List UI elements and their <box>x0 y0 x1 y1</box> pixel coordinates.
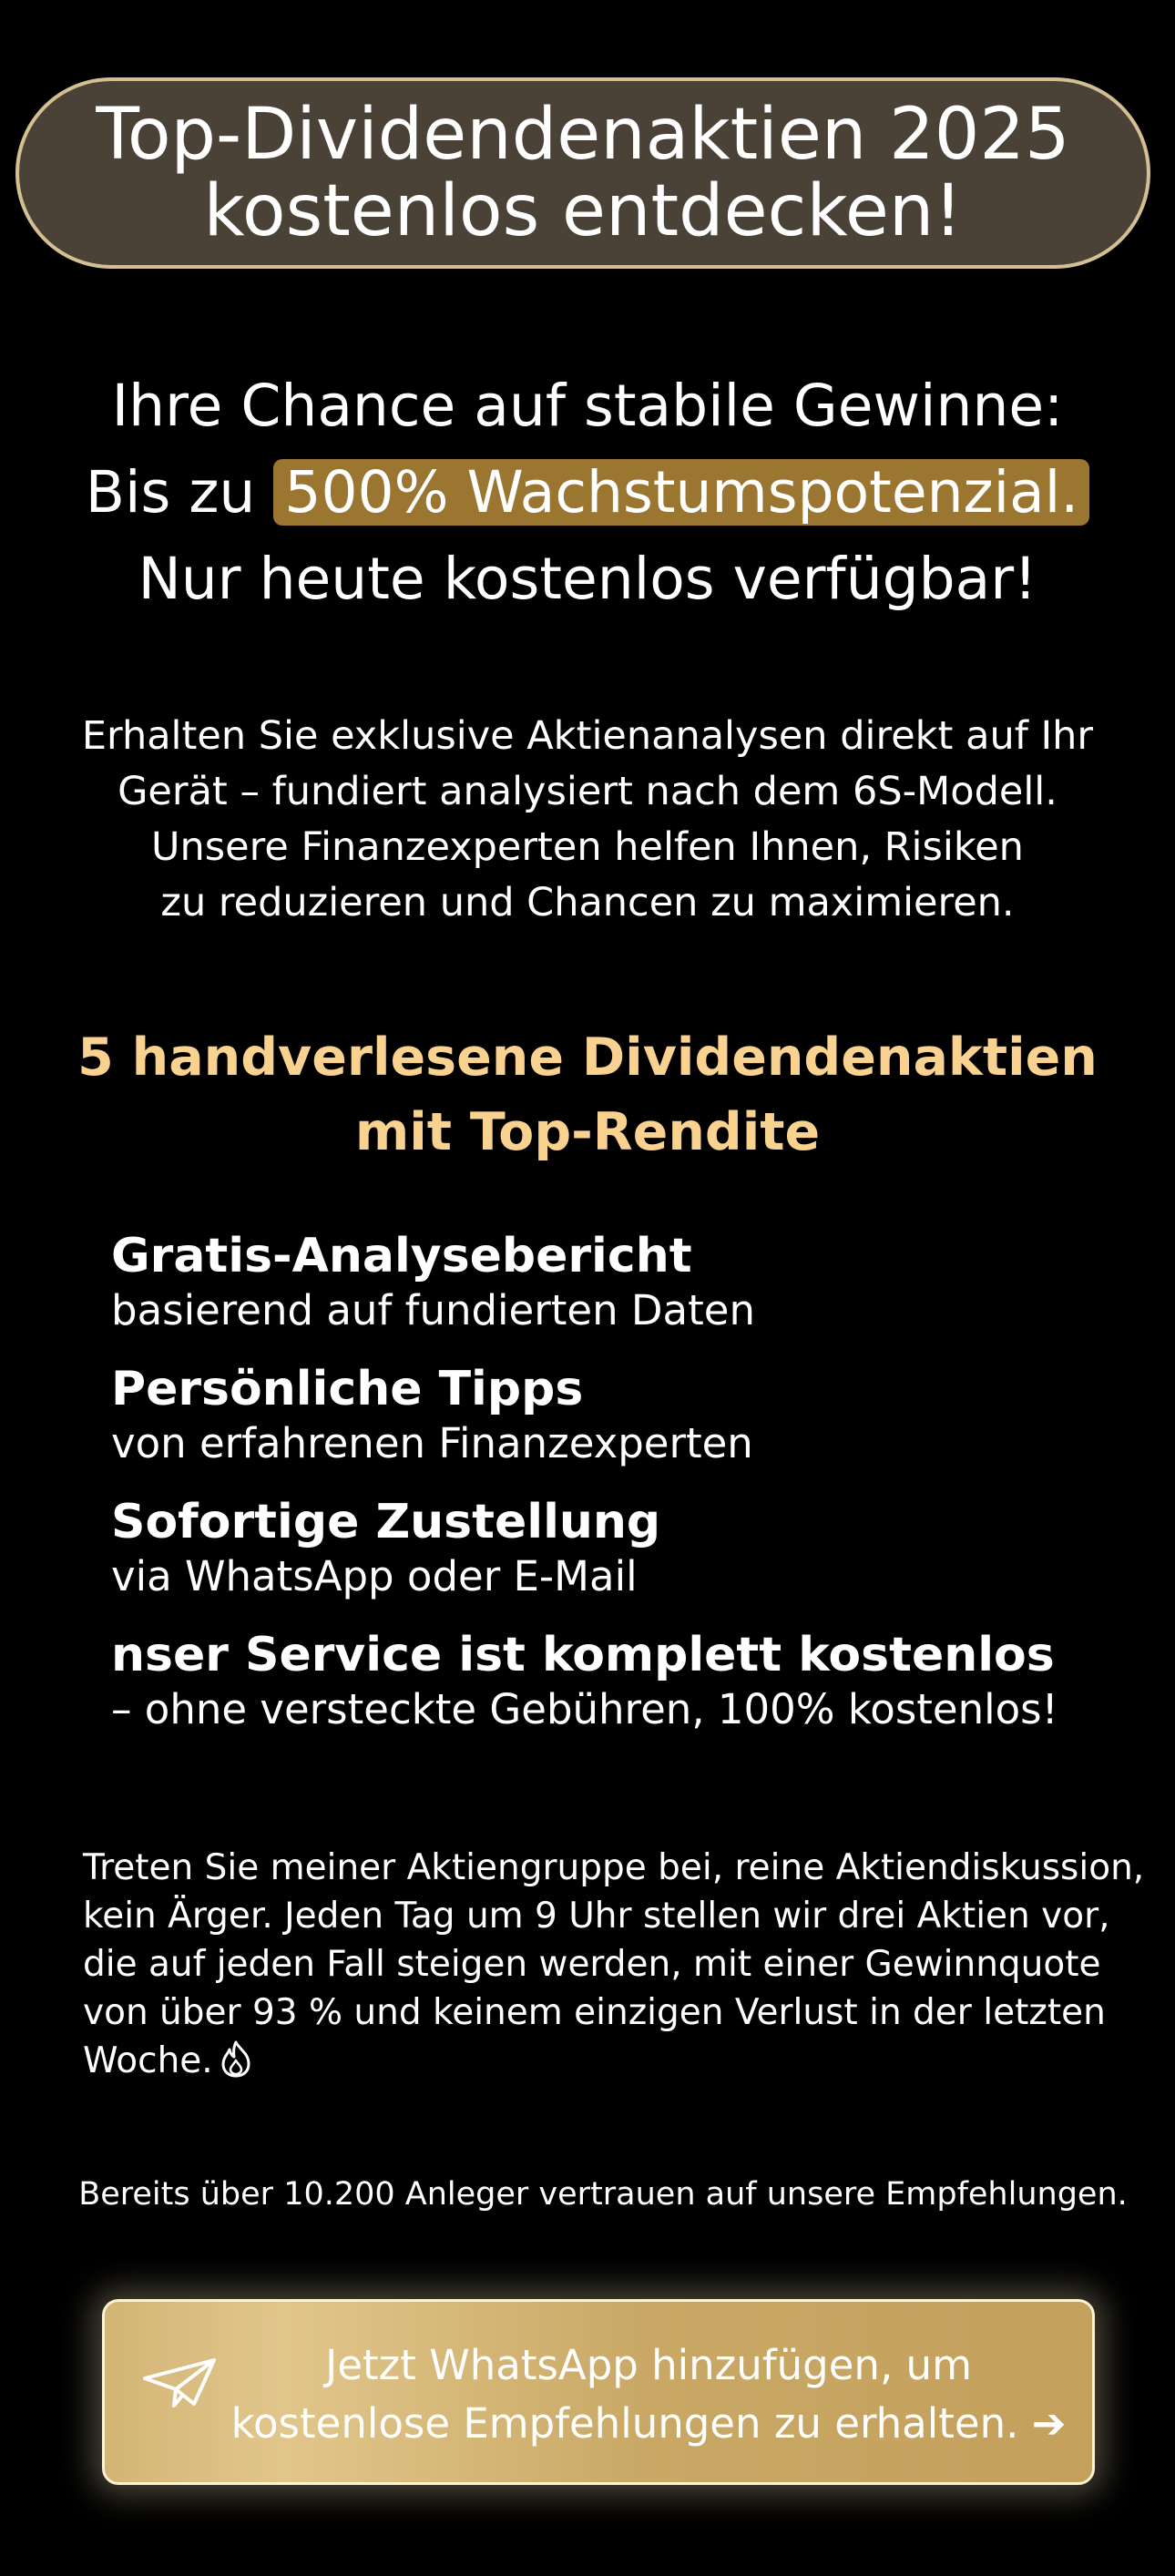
stocks-heading-line-1: 5 handverlesene Dividendenaktien <box>77 1027 1098 1088</box>
feature-title: Persönliche Tipps <box>111 1362 584 1416</box>
paper-plane-icon <box>141 2355 220 2415</box>
title-banner <box>15 77 1150 269</box>
feature-desc: – ohne versteckte Gebühren, 100% kostenlos! <box>111 1685 1058 1733</box>
feature-desc: von erfahrenen Finanzexperten <box>111 1419 753 1467</box>
intro-line-1: Erhalten Sie exklusive Aktienanalysen direkt auf Ihr <box>81 713 1094 759</box>
feature-desc: via WhatsApp oder E-Mail <box>111 1552 638 1600</box>
title-line-2: kostenlos entdecken! <box>203 170 963 252</box>
feature-desc: basierend auf fundierten Daten <box>111 1286 755 1334</box>
feature-item <box>111 1627 1159 1760</box>
intro-paragraph <box>0 709 1175 931</box>
stocks-heading-line-2: mit Top-Rendite <box>354 1102 821 1162</box>
cta-label <box>223 2336 1074 2453</box>
chance-line-3: Nur heute kostenlos verfügbar! <box>138 546 1037 612</box>
cta-line-1: Jetzt WhatsApp hinzufügen, um <box>325 2341 972 2389</box>
chance-line-1: Ihre Chance auf stabile Gewinne: <box>111 373 1064 439</box>
fire-icon <box>219 2039 253 2090</box>
growth-highlight: 500% Wachstumspotenzial. <box>273 459 1089 526</box>
feature-list <box>111 1228 1159 1760</box>
feature-title: nser Service ist komplett kostenlos <box>111 1628 1055 1682</box>
feature-title: Sofortige Zustellung <box>111 1495 661 1549</box>
title-line-1: Top-Dividendenaktien 2025 <box>96 94 1070 176</box>
feature-title: Gratis-Analysebericht <box>111 1229 692 1283</box>
story-line-5 <box>83 2037 1158 2090</box>
story-line-4: von über 93 % und keinem einzigen Verlust in der letzten <box>83 1992 1106 2033</box>
feature-item <box>111 1494 1159 1627</box>
group-invite-text <box>83 1844 1158 2090</box>
chance-line-2-prefix: Bis zu <box>85 459 274 526</box>
story-line-2: kein Ärger. Jeden Tag um 9 Uhr stellen wir drei Aktien vor, <box>83 1896 1110 1937</box>
intro-line-4: zu reduzieren und Chancen zu maximieren. <box>160 880 1015 925</box>
trust-statement: Bereits über 10.200 Anleger vertrauen auf unsere Empfehlungen. <box>78 2176 1128 2213</box>
feature-item <box>111 1228 1159 1361</box>
intro-line-2: Gerät – fundiert analysiert nach dem 6S-Modell. <box>118 769 1058 814</box>
story-line-3: die auf jeden Fall steigen werden, mit einer Gewinnquote <box>83 1944 1101 1985</box>
add-whatsapp-button[interactable] <box>102 2299 1095 2485</box>
chance-line-2 <box>0 449 1175 536</box>
feature-item <box>111 1361 1159 1494</box>
stocks-heading <box>0 1020 1175 1170</box>
cta-line-2: kostenlose Empfehlungen zu erhalten. ➔ <box>230 2399 1067 2448</box>
chance-headline <box>0 363 1175 622</box>
story-line-1: Treten Sie meiner Aktiengruppe bei, reine Aktiendiskussion, <box>83 1847 1145 1888</box>
intro-line-3: Unsere Finanzexperten helfen Ihnen, Risiken <box>151 824 1024 870</box>
story-line-5-text: Woche. <box>83 2040 213 2081</box>
